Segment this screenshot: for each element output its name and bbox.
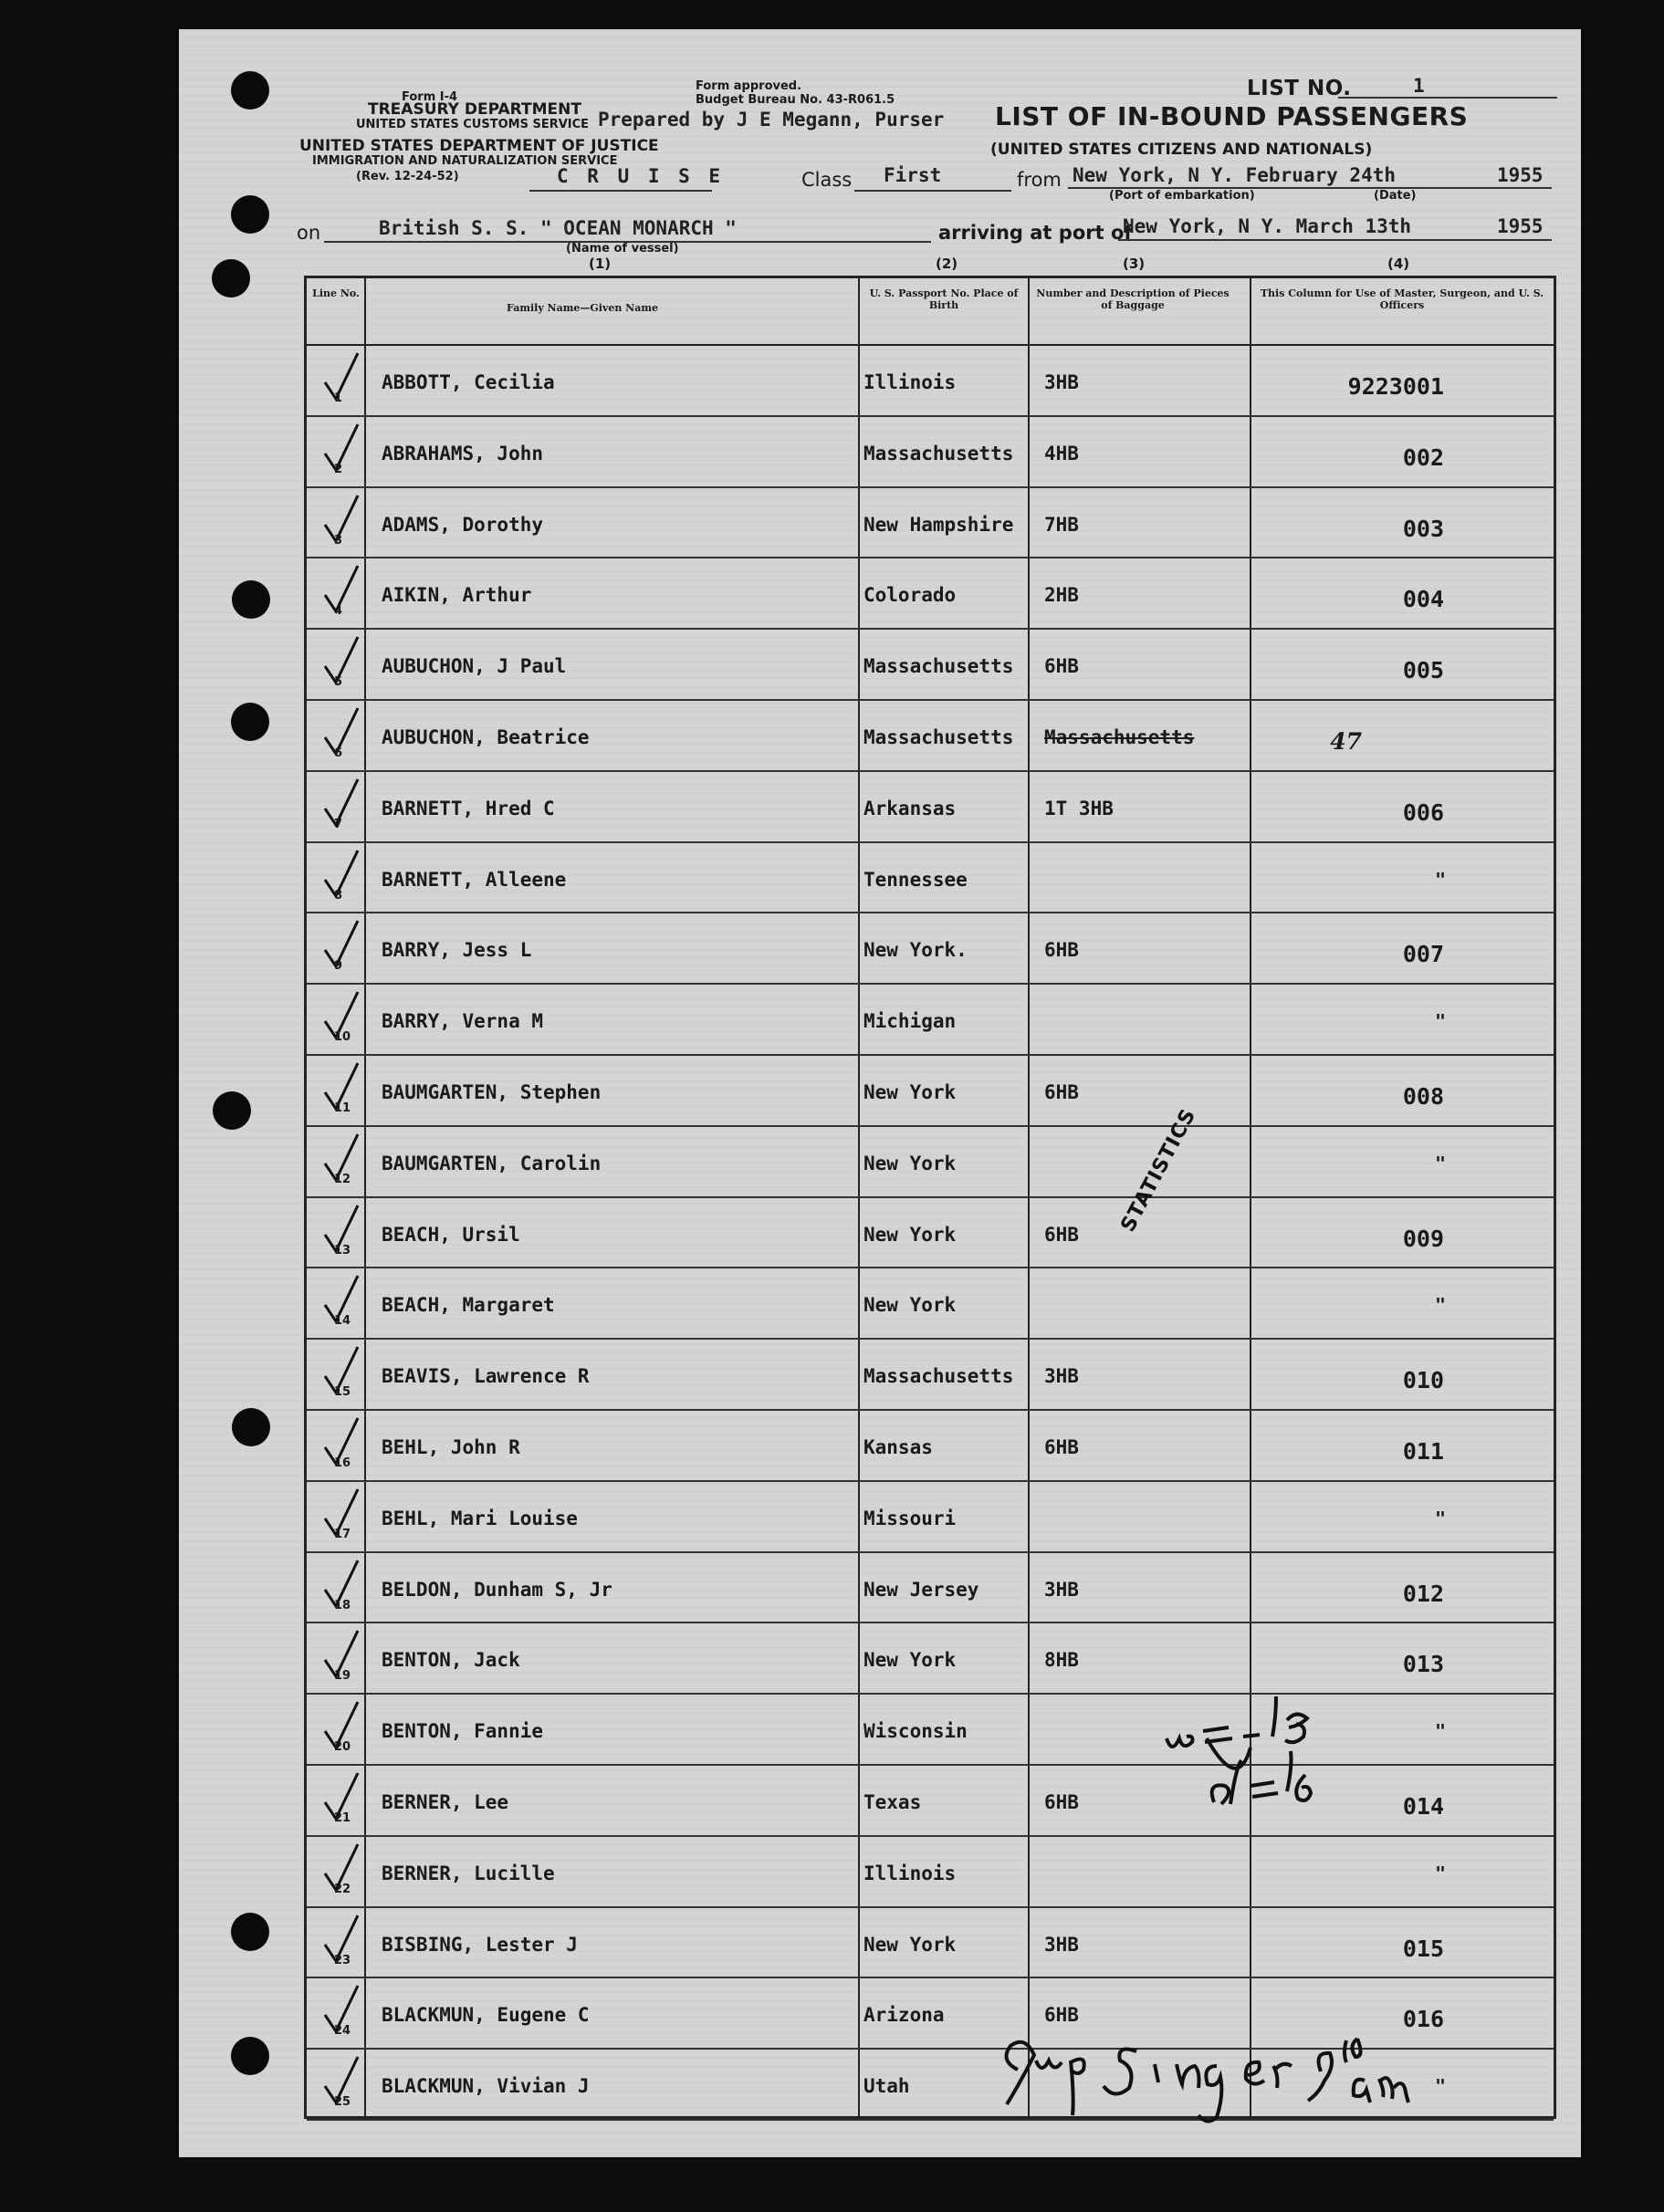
officer-ditto-mark: ": [1434, 868, 1446, 891]
place-of-birth: Tennessee: [863, 868, 968, 891]
passenger-name: BEAVIS, Lawrence R: [382, 1365, 590, 1388]
place-of-birth: New York.: [863, 939, 968, 962]
place-of-birth: Massachusetts: [863, 655, 1014, 678]
table-row: [307, 1409, 1554, 1482]
col-num-3: (3): [1123, 256, 1146, 272]
line-number: 7: [334, 817, 343, 831]
cruise-label: C R U I S E: [557, 165, 725, 187]
passenger-name: BARNETT, Hred C: [382, 797, 555, 819]
arriving-year: 1955: [1497, 215, 1544, 237]
place-of-birth: Utah: [863, 2075, 910, 2098]
line-number: 9: [334, 959, 343, 974]
date-caption: (Date): [1374, 189, 1417, 203]
officer-ditto-mark: ": [1434, 1152, 1446, 1174]
passenger-name: ABRAHAMS, John: [382, 442, 544, 464]
line-number: 2: [334, 462, 343, 476]
place-of-birth: Colorado: [863, 584, 957, 607]
line-number: 8: [334, 888, 343, 903]
class-label: Class: [801, 169, 853, 191]
arriving-value: New York, N Y. March 13th: [1123, 215, 1412, 237]
passenger-name: BEHL, Mari Louise: [382, 1507, 578, 1529]
place-of-birth: New York: [863, 1081, 957, 1103]
table-row: [307, 699, 1554, 772]
line-number: 14: [334, 1314, 351, 1329]
table-row: [307, 1125, 1554, 1198]
on-label: on: [297, 222, 321, 244]
passenger-name: BERNER, Lee: [382, 1791, 509, 1813]
baggage: 6HB: [1044, 939, 1079, 962]
prepared-by: Prepared by J E Megann, Purser: [598, 109, 945, 130]
form-number: Form I-4: [402, 90, 458, 104]
table-row: [307, 983, 1554, 1056]
place-of-birth: Illinois: [863, 371, 957, 393]
passenger-name: BEHL, John R: [382, 1436, 520, 1458]
line-number: 16: [334, 1456, 351, 1470]
officer-ditto-mark: ": [1434, 1507, 1446, 1529]
line-number: 19: [334, 1669, 351, 1684]
passenger-name: AIKIN, Arthur: [382, 584, 532, 607]
baggage: 6HB: [1044, 2004, 1079, 2027]
passenger-name: BENTON, Fannie: [382, 1720, 544, 1743]
passenger-name: BEACH, Margaret: [382, 1294, 555, 1317]
place-of-birth: Wisconsin: [863, 1720, 968, 1743]
table-row: [307, 912, 1554, 985]
class-value: First: [884, 164, 942, 186]
list-no-underline: [1338, 97, 1557, 99]
line-number: 5: [334, 675, 343, 690]
officer-number: 016: [1402, 2006, 1444, 2033]
place-of-birth: Arkansas: [863, 797, 957, 819]
inspector-signature: [981, 2024, 1456, 2124]
arriving-label: arriving at port of: [938, 222, 1133, 244]
officer-number: 005: [1402, 657, 1444, 684]
table-row: [307, 1338, 1554, 1411]
passenger-name: AUBUCHON, J Paul: [382, 655, 567, 678]
line-number: 23: [334, 1953, 351, 1967]
officer-ditto-mark: ": [1434, 2075, 1446, 2098]
officer-number: 015: [1402, 1935, 1444, 1962]
officer-number: 008: [1402, 1083, 1444, 1110]
passenger-name: BISBING, Lester J: [382, 1933, 578, 1956]
ins-label: IMMIGRATION AND NATURALIZATION SERVICE: [312, 154, 618, 168]
passenger-name: BEACH, Ursil: [382, 1223, 520, 1246]
table-header: [307, 278, 1554, 346]
line-number: 13: [334, 1243, 351, 1257]
arriving-underline: [1118, 239, 1552, 241]
table-row: [307, 1267, 1554, 1340]
line-number: 21: [334, 1811, 351, 1825]
passenger-name: BERNER, Lucille: [382, 1862, 555, 1884]
table-row: [307, 344, 1554, 417]
place-of-birth: New York: [863, 1649, 957, 1672]
class-underline: [854, 190, 1011, 192]
place-of-birth: Massachusetts: [863, 442, 1014, 464]
place-of-birth: New York: [863, 1223, 957, 1246]
binder-hole: [212, 259, 250, 297]
binder-hole: [213, 1091, 251, 1130]
table-row: [307, 1551, 1554, 1624]
list-no-label: LIST NO.: [1247, 77, 1352, 100]
officer-number: 004: [1402, 586, 1444, 613]
binder-hole: [231, 71, 269, 110]
officer-number: 012: [1402, 1580, 1444, 1607]
binder-hole: [231, 195, 269, 234]
vessel-name: British S. S. " OCEAN MONARCH ": [379, 217, 737, 239]
officer-number: 009: [1402, 1225, 1444, 1252]
baggage: 1T 3HB: [1044, 797, 1114, 819]
officer-number: 006: [1402, 798, 1444, 826]
col-num-1: (1): [589, 256, 612, 272]
table-row: [307, 415, 1554, 488]
baggage: 4HB: [1044, 442, 1079, 464]
baggage: 6HB: [1044, 1081, 1079, 1103]
line-number: 4: [334, 604, 343, 619]
passenger-name: ABBOTT, Cecilia: [382, 371, 555, 393]
line-number: 24: [334, 2024, 351, 2039]
passenger-name: BARRY, Verna M: [382, 1010, 544, 1033]
from-label: from: [1017, 169, 1062, 191]
passenger-name: ADAMS, Dorothy: [382, 513, 544, 536]
form-approved: Form approved.: [696, 79, 802, 93]
place-of-birth: Missouri: [863, 1507, 957, 1529]
line-number: 10: [334, 1030, 351, 1045]
place-of-birth: Massachusetts: [863, 1365, 1014, 1388]
header-line-no: Line No.: [312, 287, 360, 299]
officer-ditto-mark: ": [1434, 1862, 1446, 1884]
passenger-name: BELDON, Dunham S, Jr: [382, 1578, 612, 1601]
baggage: 3HB: [1044, 1933, 1079, 1956]
binder-hole: [231, 1913, 269, 1951]
statistics-stamp: STATISTICS: [1116, 1104, 1201, 1236]
place-of-birth: New Jersey: [863, 1578, 979, 1601]
baggage: 8HB: [1044, 1649, 1079, 1672]
line-number: 11: [334, 1101, 351, 1115]
officer-ditto-mark: ": [1434, 1010, 1446, 1033]
col-num-4: (4): [1387, 256, 1410, 272]
table-row: [307, 841, 1554, 914]
passenger-name: BLACKMUN, Vivian J: [382, 2075, 590, 2098]
treasury-dept: TREASURY DEPARTMENT: [368, 100, 581, 119]
place-of-birth: Arizona: [863, 2004, 945, 2027]
from-year: 1955: [1497, 164, 1544, 186]
officer-number: 9223001: [1347, 373, 1444, 400]
port-embarkation-caption: (Port of embarkation): [1109, 189, 1255, 203]
department-of-justice: UNITED STATES DEPARTMENT OF JUSTICE: [299, 137, 659, 155]
place-of-birth: Texas: [863, 1791, 922, 1813]
line-number: 12: [334, 1172, 351, 1186]
list-subtitle: (UNITED STATES CITIZENS AND NATIONALS): [990, 141, 1373, 159]
baggage: 3HB: [1044, 371, 1079, 393]
vessel-caption: (Name of vessel): [566, 242, 679, 256]
line-number: 3: [334, 533, 343, 548]
line-number: 15: [334, 1385, 351, 1400]
place-of-birth: Illinois: [863, 1862, 957, 1884]
budget-bureau: Budget Bureau No. 43-R061.5: [696, 93, 895, 107]
from-value: New York, N Y. February 24th: [1073, 164, 1397, 186]
header-baggage: Number and Description of Pieces of Baggage: [1036, 287, 1230, 312]
list-no-value: 1: [1413, 75, 1425, 97]
binder-hole: [232, 580, 270, 619]
baggage: 3HB: [1044, 1578, 1079, 1601]
place-of-birth: New York: [863, 1152, 957, 1174]
place-of-birth: New York: [863, 1933, 957, 1956]
binder-hole: [231, 2037, 269, 2075]
place-of-birth: Kansas: [863, 1436, 933, 1458]
customs-service: UNITED STATES CUSTOMS SERVICE: [356, 118, 590, 131]
line-number: 22: [334, 1882, 351, 1896]
binder-hole: [231, 703, 269, 741]
baggage: 6HB: [1044, 655, 1079, 678]
line-number: 20: [334, 1740, 351, 1755]
table-row: [307, 486, 1554, 559]
col-num-2: (2): [936, 256, 958, 272]
passenger-name: BLACKMUN, Eugene C: [382, 2004, 590, 2027]
handwritten-tally: [1159, 1684, 1433, 1839]
officer-number: 003: [1402, 515, 1444, 542]
table-row: [307, 1835, 1554, 1908]
officer-number: 47: [1330, 728, 1362, 755]
passenger-name: BARNETT, Alleene: [382, 868, 567, 891]
line-number: 18: [334, 1598, 351, 1612]
table-row: [307, 1906, 1554, 1979]
baggage: 3HB: [1044, 1365, 1079, 1388]
passenger-table: [304, 276, 1556, 2119]
table-row: [307, 1196, 1554, 1269]
revision-label: (Rev. 12-24-52): [356, 170, 459, 183]
table-row: [307, 557, 1554, 630]
line-number: 25: [334, 2095, 351, 2110]
list-title: LIST OF IN-BOUND PASSENGERS: [995, 101, 1469, 131]
table-row: [307, 1480, 1554, 1553]
passenger-name: BARRY, Jess L: [382, 939, 532, 962]
table-row: [307, 1054, 1554, 1127]
line-number: 17: [334, 1527, 351, 1541]
passenger-name: BAUMGARTEN, Stephen: [382, 1081, 602, 1103]
officer-number: 007: [1402, 941, 1444, 968]
line-number: 6: [334, 746, 343, 760]
place-of-birth: Michigan: [863, 1010, 957, 1033]
officer-ditto-mark: ": [1434, 1720, 1446, 1743]
officer-number: 013: [1402, 1651, 1444, 1678]
header-passport: U. S. Passport No. Place of Birth: [869, 287, 1019, 312]
header-name: Family Name—Given Name: [507, 302, 658, 314]
baggage: 2HB: [1044, 584, 1079, 607]
officer-ditto-mark: ": [1434, 1294, 1446, 1317]
officer-number: 014: [1402, 1793, 1444, 1820]
officer-number: 011: [1402, 1438, 1444, 1465]
baggage: 6HB: [1044, 1436, 1079, 1458]
passenger-name: BENTON, Jack: [382, 1649, 520, 1672]
place-of-birth: New York: [863, 1294, 957, 1317]
baggage: 6HB: [1044, 1791, 1079, 1813]
place-of-birth: Massachusetts: [863, 726, 1014, 748]
baggage: Massachusetts: [1044, 726, 1195, 748]
passenger-name: BAUMGARTEN, Carolin: [382, 1152, 602, 1174]
baggage: 7HB: [1044, 513, 1079, 536]
cruise-underline: [529, 190, 712, 192]
officer-number: 010: [1402, 1367, 1444, 1394]
binder-hole: [232, 1408, 270, 1446]
line-number: 1: [334, 391, 343, 405]
table-row: [307, 628, 1554, 701]
place-of-birth: New Hampshire: [863, 513, 1014, 536]
baggage: 6HB: [1044, 1223, 1079, 1246]
passenger-name: AUBUCHON, Beatrice: [382, 726, 590, 748]
officer-number: 002: [1402, 443, 1444, 471]
header-officers: This Column for Use of Master, Surgeon, and U. S. Officers: [1260, 287, 1544, 312]
table-row: [307, 770, 1554, 843]
